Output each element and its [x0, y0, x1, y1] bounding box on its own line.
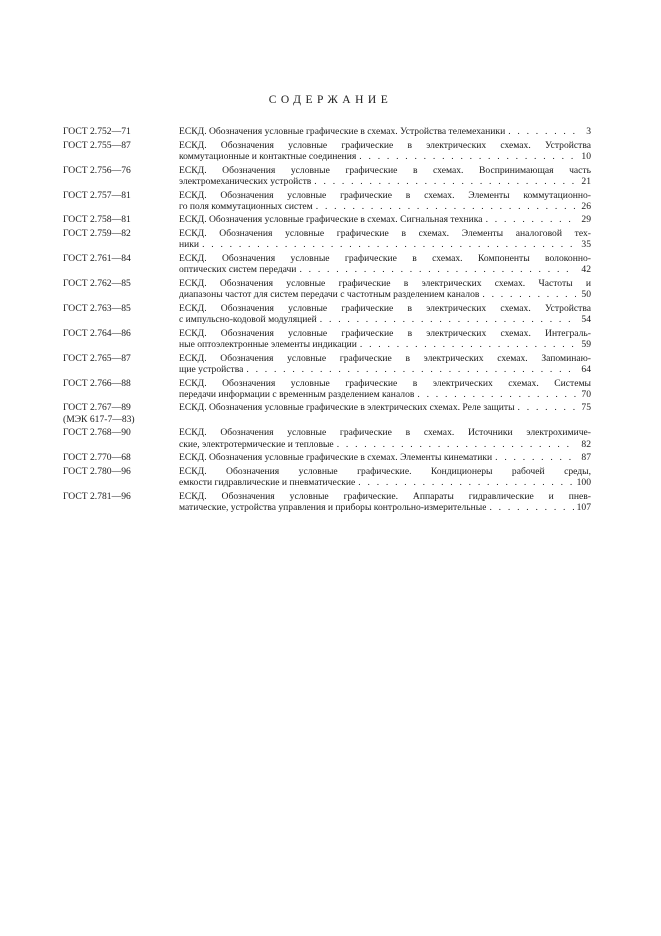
standard-code-line: ГОСТ 2.763—85	[63, 302, 131, 314]
standard-code-line: ГОСТ 2.752—71	[63, 126, 131, 137]
standard-code-line: ГОСТ 2.762—85	[63, 277, 131, 289]
standard-code	[63, 214, 179, 225]
page-number: 82	[581, 438, 591, 450]
standard-code-line: ГОСТ 2.757—81	[63, 189, 131, 201]
entry-description	[179, 491, 591, 513]
standard-code-line: ГОСТ 2.780—96	[63, 465, 131, 477]
page-number: 21	[581, 175, 591, 187]
standard-code	[63, 253, 179, 264]
standard-code-line: ГОСТ 2.758—81	[63, 214, 131, 226]
page-number: 70	[581, 388, 591, 400]
entry-title-line: диапазоны частот для систем передачи с частотным разделением каналов	[179, 289, 480, 301]
dot-leader	[320, 314, 576, 325]
standard-code-line: ГОСТ 2.756—76	[63, 164, 131, 176]
page-number: 64	[581, 363, 591, 375]
entry-description	[179, 126, 591, 137]
toc-entry	[63, 126, 591, 137]
dot-leader	[246, 364, 576, 375]
entry-description	[179, 427, 591, 449]
entry-description	[179, 140, 591, 162]
dot-leader	[316, 201, 576, 212]
toc-entry	[63, 466, 591, 488]
entry-description	[179, 214, 591, 225]
standard-code-line: ГОСТ 2.781—96	[63, 490, 131, 502]
standard-code	[63, 452, 179, 463]
toc-entry	[63, 228, 591, 250]
entry-description	[179, 328, 591, 350]
entry-title-line: го поля коммутационных систем	[179, 200, 313, 212]
table-of-contents	[63, 126, 591, 516]
page-number: 107	[576, 502, 591, 514]
page-number: 50	[581, 289, 591, 301]
entry-title-line: емкости гидравлические и пневматические	[179, 477, 356, 489]
standard-code-line: ГОСТ 2.767—89	[63, 402, 131, 414]
page-number: 100	[576, 477, 591, 489]
standard-code	[63, 491, 179, 502]
page-number: 54	[581, 314, 591, 326]
toc-entry	[63, 140, 591, 162]
entry-description	[179, 278, 591, 300]
toc-entry	[63, 328, 591, 350]
dot-leader	[495, 452, 576, 463]
standard-code	[63, 466, 179, 477]
entry-title-line: ЕСКД. Обозначения условные графические в схемах. Источники электрохимиче-	[179, 427, 591, 439]
entry-description	[179, 190, 591, 212]
entry-title-line: передачи информации с временным разделением каналов	[179, 388, 415, 400]
standard-code	[63, 126, 179, 137]
entry-title-line: ЕСКД. Обозначения условные графические в схемах. Элементы коммутационно-	[179, 189, 591, 201]
toc-entry	[63, 253, 591, 275]
entry-description	[179, 253, 591, 275]
page-number: 35	[581, 239, 591, 251]
entry-description	[179, 402, 591, 413]
toc-entry	[63, 491, 591, 513]
standard-code-line: ГОСТ 2.765—87	[63, 352, 131, 364]
standard-code	[63, 353, 179, 364]
page-number: 42	[581, 264, 591, 276]
page-number: 10	[581, 150, 591, 162]
toc-entry	[63, 214, 591, 225]
dot-leader	[202, 239, 576, 250]
page-number: 3	[586, 126, 591, 137]
entry-title-line: ЕСКД. Обозначения условные графические в электрических схемах. Частоты и	[179, 277, 591, 289]
standard-code-line: ГОСТ 2.755—87	[63, 139, 131, 151]
page-number: 26	[581, 200, 591, 212]
entry-title-line: ники	[179, 239, 200, 251]
dot-leader	[489, 502, 573, 513]
entry-title-line: ные оптоэлектронные элементы индикации	[179, 338, 357, 350]
entry-title-line: ЕСКД. Обозначения условные графические в электрических схемах. Реле защиты	[179, 402, 515, 414]
entry-description	[179, 378, 591, 400]
page-number: 75	[581, 402, 591, 414]
standard-code-line: ГОСТ 2.768—90	[63, 427, 131, 439]
dot-leader	[482, 289, 576, 300]
standard-code	[63, 378, 179, 389]
entry-description	[179, 353, 591, 375]
standard-code	[63, 402, 179, 424]
toc-entry	[63, 165, 591, 187]
dot-leader	[508, 126, 576, 137]
toc-entry	[63, 278, 591, 300]
standard-code-line: ГОСТ 2.759—82	[63, 228, 131, 240]
standard-code	[63, 303, 179, 314]
toc-entry	[63, 452, 591, 463]
standard-code-line: (МЭК 617-7—83)	[63, 413, 135, 425]
standard-code-line: ГОСТ 2.764—86	[63, 327, 131, 339]
dot-leader	[360, 339, 576, 350]
page-number: 29	[581, 214, 591, 226]
entry-title-line: ЕСКД. Обозначения условные графические в электрических схемах. Запоминаю-	[179, 352, 591, 364]
entry-title-line: оптических систем передачи	[179, 264, 297, 276]
standard-code	[63, 165, 179, 176]
standard-code-line: ГОСТ 2.761—84	[63, 253, 131, 265]
dot-leader	[299, 264, 576, 275]
page-number: 59	[581, 338, 591, 350]
toc-entry	[63, 402, 591, 424]
standard-code-line: ГОСТ 2.770—68	[63, 452, 131, 464]
entry-title-line: ЕСКД. Обозначения условные графические в схемах. Элементы кинематики	[179, 452, 493, 464]
standard-code-line: ГОСТ 2.766—88	[63, 377, 131, 389]
standard-code	[63, 228, 179, 239]
toc-entry	[63, 353, 591, 375]
entry-title-line: ЕСКД. Обозначения условные графические в схемах. Устройства телемеханики	[179, 126, 506, 137]
dot-leader	[358, 477, 573, 488]
standard-code	[63, 190, 179, 201]
entry-title-line: ЕСКД. Обозначения условные графические в схемах. Компоненты волоконно-	[179, 253, 591, 265]
entry-description	[179, 452, 591, 463]
entry-title-line: ЕСКД. Обозначения условные графические в схемах. Воспринимающая часть	[179, 164, 591, 176]
entry-description	[179, 165, 591, 187]
toc-entry	[63, 190, 591, 212]
standard-code	[63, 278, 179, 289]
dot-leader	[417, 389, 576, 400]
toc-entry	[63, 427, 591, 449]
entry-description	[179, 303, 591, 325]
entry-title-line: с импульсно-кодовой модуляцией	[179, 314, 317, 326]
standard-code	[63, 328, 179, 339]
entry-title-line: коммутационные и контактные соединения	[179, 150, 357, 162]
dot-leader	[359, 151, 576, 162]
entry-title-line: матические, устройства управления и приборы контрольно-измерительные	[179, 502, 487, 514]
entry-title-line: ЕСКД. Обозначения условные графические. Кондиционеры рабочей среды,	[179, 465, 591, 477]
dot-leader	[486, 214, 576, 225]
standard-code	[63, 140, 179, 151]
entry-title-line: щие устройства	[179, 363, 244, 375]
entry-title-line: ЕСКД. Обозначения условные графические в электрических схемах. Устройства	[179, 139, 591, 151]
entry-title-line: ЕСКД. Обозначения условные графические в схемах. Сигнальная техника	[179, 214, 483, 226]
entry-title-line: электромеханических устройств	[179, 175, 312, 187]
page-title: СОДЕРЖАНИЕ	[268, 94, 393, 106]
entry-title-line: ЕСКД. Обозначения условные графические в электрических схемах. Интеграль-	[179, 327, 591, 339]
entry-description	[179, 466, 591, 488]
entry-title-line: ЕСКД. Обозначения условные графические в схемах. Элементы аналоговой тех-	[179, 228, 591, 240]
entry-description	[179, 228, 591, 250]
entry-title-line: ЕСКД. Обозначения условные графические в электрических схемах. Устройства	[179, 302, 591, 314]
standard-code	[63, 427, 179, 438]
page-number: 87	[581, 452, 591, 464]
entry-title-line: ЕСКД. Обозначения условные графические в электрических схемах. Системы	[179, 377, 591, 389]
dot-leader	[518, 402, 576, 413]
entry-title-line: ЕСКД. Обозначения условные графические. Аппараты гидравлические и пнев-	[179, 490, 591, 502]
entry-title-line: ские, электротермические и тепловые	[179, 438, 334, 450]
toc-entry	[63, 303, 591, 325]
toc-entry	[63, 378, 591, 400]
dot-leader	[337, 439, 576, 450]
dot-leader	[314, 176, 576, 187]
